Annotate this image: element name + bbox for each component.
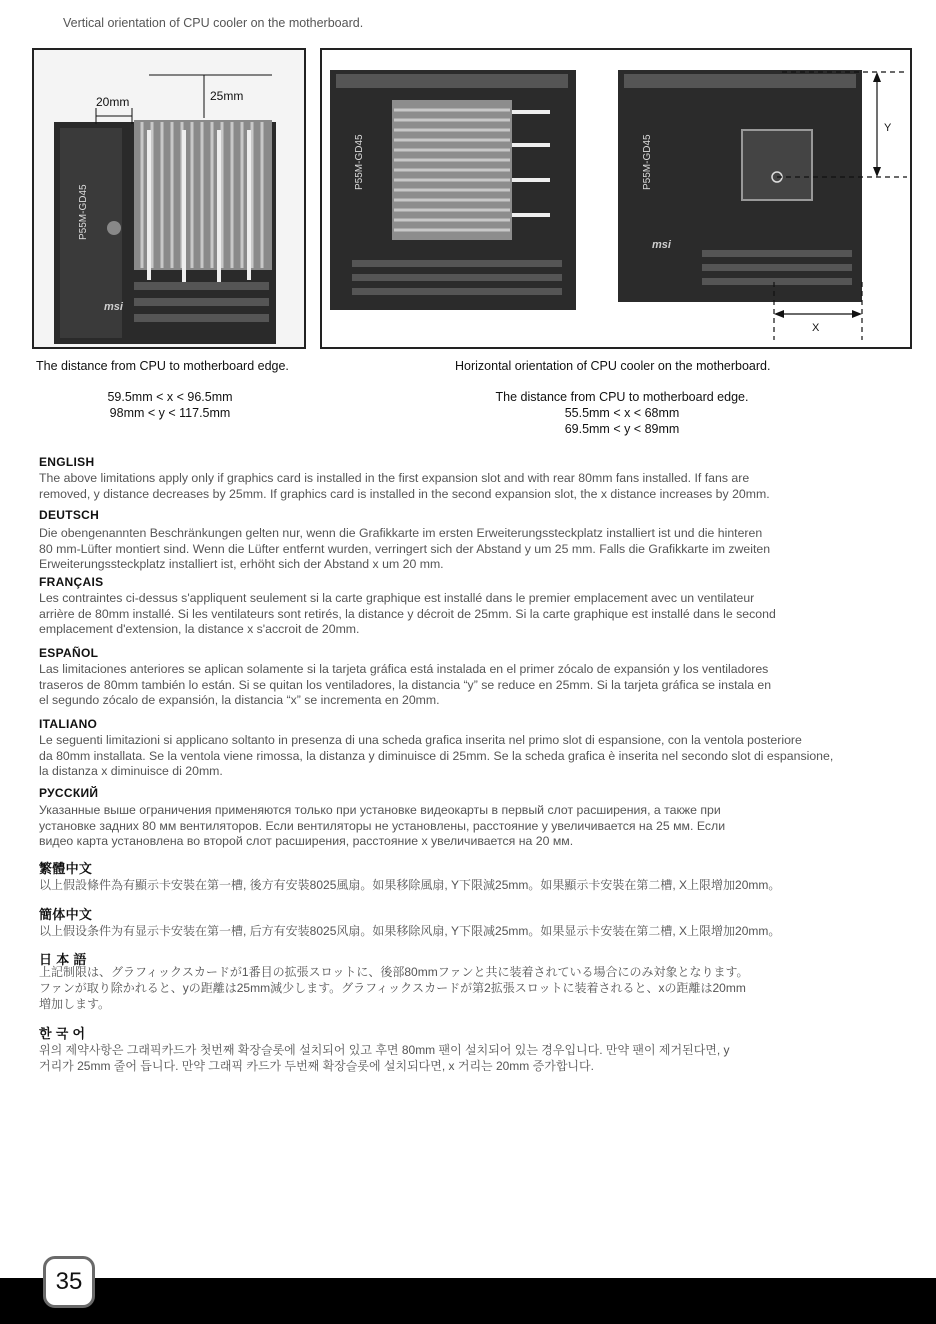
section-title-simplified-chinese: 簡体中文 — [39, 907, 93, 922]
x-axis-label: X — [812, 322, 820, 334]
section-text-traditional-chinese: 以上假設條件為有顯示卡安裝在第一槽, 後方有安裝8025風扇。如果移除風扇, Y下限減25mm。如果顯示卡安裝在第二槽, X上限增加20mm。 — [39, 878, 781, 892]
section-title-italiano: ITALIANO — [39, 717, 98, 731]
motherboard-vertical-cooler-illustration — [34, 50, 304, 347]
section-title-english: ENGLISH — [39, 455, 95, 469]
section-text-russian: Указанные выше ограничения применяются только при установке видеокарты в первый слот расширения, а также при установке задних 80 мм вентиляторов. Если вентиляторы не установлены, расстояние у увеличивается на 25 мм. Если видео карта установлена во второй слот расширения, расстояние х увеличивается на 20 мм. — [39, 803, 726, 849]
section-title-korean: 한 국 어 — [39, 1026, 86, 1041]
caption-right: Horizontal orientation of CPU cooler on the motherboard. — [455, 359, 771, 373]
section-title-francais: FRANÇAIS — [39, 575, 104, 589]
right-x-range: 55.5mm < x < 68mm — [564, 406, 680, 420]
section-title-russian: РУССКИЙ — [39, 786, 99, 800]
section-text-deutsch: Die obengenannten Beschränkungen gelten nur, wenn die Grafikkarte im ersten Erweiterungssteckplatz installiert ist und die hinteren 80 mm-Lüfter montiert sind. Wenn die Lüfter entfernt wurden, verringert sich der Abstand y um 25 mm. Falls die Grafikkarte im zweiten Erweiterungssteckplatz installiert ist, erhöht sich der Abstand x um 20 mm. — [39, 526, 771, 572]
caption-left: The distance from CPU to motherboard edge. — [36, 359, 289, 373]
board-model-text: P55M-GD45 — [78, 184, 89, 240]
section-title-deutsch: DEUTSCH — [39, 508, 100, 522]
horizontal-orientation-photo — [320, 48, 912, 349]
motherboard-horizontal-cooler-illustration — [322, 50, 910, 347]
left-x-range: 59.5mm < x < 96.5mm — [107, 390, 233, 404]
page-header: Vertical orientation of CPU cooler on the motherboard. — [63, 16, 364, 30]
section-title-espanol: ESPAÑOL — [39, 646, 99, 660]
section-text-espanol: Las limitaciones anteriores se aplican solamente si la tarjeta gráfica está instalada en el primer zócalo de expansión y los ventiladores traseros de 80mm también lo están. Si se quitan los ventiladores, la distancia “y” se reduce en 25mm. Si la tarjeta gráfica se instala en el segundo zócalo de expansión, la distancia “x” se incrementa en 20mm. — [39, 662, 772, 708]
page-number-badge: 35 — [43, 1256, 95, 1308]
section-text-korean: 위의 제약사항은 그래픽카드가 첫번째 확장슬롯에 설치되어 있고 후면 80mm 팬이 설치되어 있는 경우입니다. 만약 팬이 제거된다면, y 거리가 25mm 줄어 듭니다. 만약 그래픽 카드가 두번째 확장슬롯에 설치되다면, x 거리는 20mm 증가합니다. — [39, 1043, 730, 1073]
brand-logo-text-b: msi — [652, 239, 671, 251]
vertical-orientation-photo — [32, 48, 306, 349]
section-title-traditional-chinese: 繁體中文 — [39, 861, 93, 876]
footer-bar — [0, 1278, 936, 1324]
section-text-english: The above limitations apply only if graphics card is installed in the first expansion slot and with rear 80mm fans installed. If fans are removed, y distance decreases by 25mm. If graphics card is installed in the second expansion slot, the x distance increases by 20mm. — [39, 471, 770, 501]
right-y-range: 69.5mm < y < 89mm — [564, 422, 680, 436]
section-text-francais: Les contraintes ci-dessus s'appliquent seulement si la carte graphique est installé dans le premier emplacement avec un ventilateur arrière de 80mm installé. Si les ventilateurs sont retirés, la distance y décroit de 25mm. Si la carte graphique est installé dans le second emplacement d'extension, la distance x s'accroit de 20mm. — [39, 591, 776, 637]
section-text-simplified-chinese: 以上假设条件为有显示卡安装在第一槽, 后方有安装8025风扇。如果移除风扇, Y下限减25mm。如果显示卡安装在第二槽, X上限增加20mm。 — [39, 924, 781, 938]
left-y-range: 98mm < y < 117.5mm — [109, 406, 231, 420]
board-model-text-b: P55M-GD45 — [642, 134, 653, 190]
dimension-25mm-label: 25mm — [210, 89, 244, 103]
section-text-italiano: Le seguenti limitazioni si applicano soltanto in presenza di una scheda grafica inserita nel primo slot di espansione, con la ventola posteriore da 80mm installata. Se la ventola viene rimossa, la distanza y diminuisce di 25mm. Se la scheda grafica è inserita nel secondo slot di espansione, la distanza x diminuisce di 20mm. — [39, 733, 834, 779]
y-axis-label: Y — [884, 122, 892, 134]
right-caption-title: The distance from CPU to motherboard edge. — [495, 390, 749, 404]
dimension-20mm-label: 20mm — [96, 95, 130, 109]
board-model-text-a: P55M-GD45 — [354, 134, 365, 190]
brand-logo-text: msi — [104, 301, 123, 313]
section-text-japanese: 上記制限は、グラフィックスカードが1番目の拡張スロットに、後部80mmファンと共に装着されている場合にのみ対象となります。 ファンが取り除かれると、yの距離は25mm減少します。グラフィックスカードが第2拡張スロットに装着されると、xの距離は20mm 増加します。 — [39, 965, 749, 1011]
section-title-japanese: 日 本 語 — [39, 952, 87, 967]
